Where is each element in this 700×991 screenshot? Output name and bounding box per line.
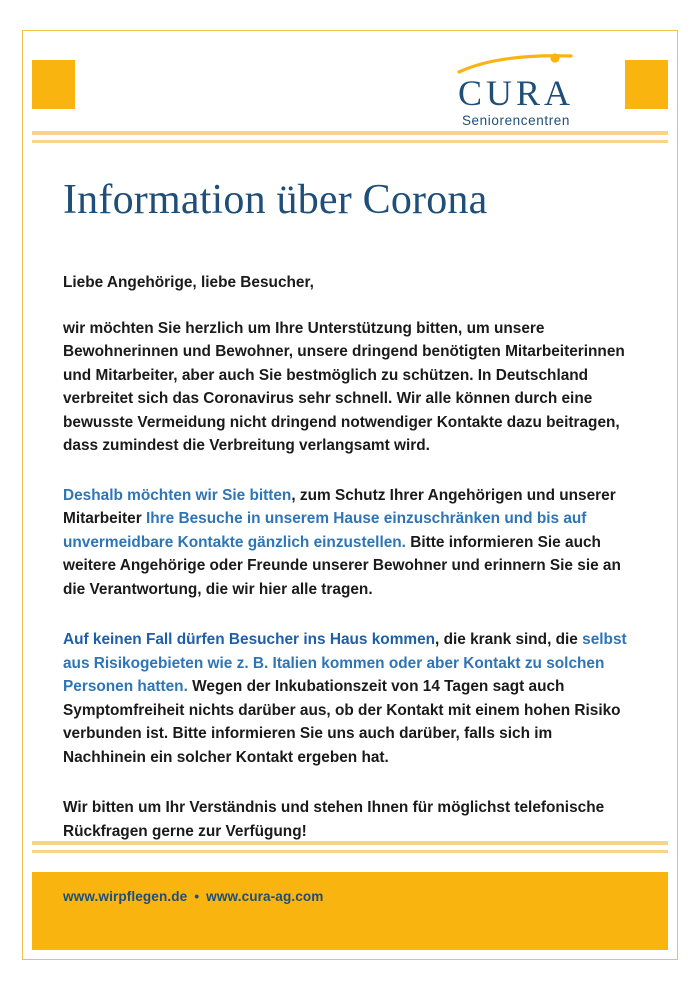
cura-logo xyxy=(421,53,611,130)
document-body xyxy=(23,149,677,841)
header-divider xyxy=(23,131,677,145)
swoosh-icon xyxy=(451,53,581,75)
paragraph-request-tail: Bitte informieren Sie auch weitere Angehörige oder Freunde unserer Bewohner und erinnern Sie sie an die Verantwortung, die wir hier alle tragen. xyxy=(63,533,621,598)
paragraph-request-mid: , zum Schutz Ihrer Angehörigen und unserer Mitarbeiter xyxy=(63,486,616,527)
footer-link-wirpflegen[interactable]: www.wirpflegen.de xyxy=(63,889,188,904)
salutation-paragraph: Liebe Angehörige, liebe Besucher, xyxy=(63,274,314,291)
page-footer xyxy=(23,841,677,959)
page-title: Information über Corona xyxy=(63,177,488,223)
header-rule-top xyxy=(32,131,668,135)
header-rule-bottom xyxy=(32,140,668,143)
footer-rule-top xyxy=(32,841,668,845)
footer-link-cura-ag[interactable]: www.cura-ag.com xyxy=(206,889,324,904)
footer-separator: • xyxy=(194,889,200,904)
logo-subtitle: Seniorencentren xyxy=(461,113,571,128)
footer-yellow-band xyxy=(32,872,668,950)
paragraph-request-lead: Deshalb möchten wir Sie bitten xyxy=(63,486,292,504)
flyer-page xyxy=(22,30,678,960)
paragraph-request-highlight: Ihre Besuche in unserem Hause einzuschränken und bis auf unvermeidbare Kontakte gänzlich einzustellen. xyxy=(63,510,587,551)
paragraph-request xyxy=(63,484,637,602)
header-decor-block-left xyxy=(32,60,75,109)
paragraph-intro: wir möchten Sie herzlich um Ihre Unterstützung bitten, um unsere Bewohnerinnen und Bewohner, unsere dringend benötigten Mitarbeiterinnen und Mitarbeiter, aber auch Sie bestmöglich zu schützen. In Deutschland verbreitet sich das Coronavirus sehr schnell. Wir alle können durch eine bewusste Vermeidung nicht dringend notwendiger Kontakte dazu beitragen, dass zumindest die Verbreitung verlangsamt wird. xyxy=(63,319,625,454)
footer-links xyxy=(63,889,324,904)
footer-rule-bottom xyxy=(32,850,668,853)
paragraph-restriction-tail: Wegen der Inkubationszeit von 14 Tagen sagt auch Symptomfreiheit nichts darüber aus, ob der Kontakt mit einem hohen Risiko verbunden ist. Bitte informieren Sie uns auch darüber, falls sich im Nachhinein ein solcher Kontakt ergeben hat. xyxy=(63,678,621,766)
paragraph-restriction-highlight: selbst aus Risikogebieten wie z. B. Italien kommen oder aber Kontakt zu solchen Personen hatten. xyxy=(63,631,627,695)
paragraph-restriction-lead: Auf keinen Fall dürfen Besucher ins Haus kommen xyxy=(63,631,436,648)
logo-wordmark: CURA xyxy=(457,73,575,113)
paragraph-restriction xyxy=(63,628,637,769)
paragraph-restriction-mid: , die krank sind, die xyxy=(435,631,583,648)
page-header xyxy=(23,31,677,131)
header-decor-block-right xyxy=(625,60,668,109)
paragraph-closing: Wir bitten um Ihr Verständnis und stehen Ihnen für möglichst telefonische Rückfragen gerne zur Verfügung! xyxy=(63,799,605,840)
